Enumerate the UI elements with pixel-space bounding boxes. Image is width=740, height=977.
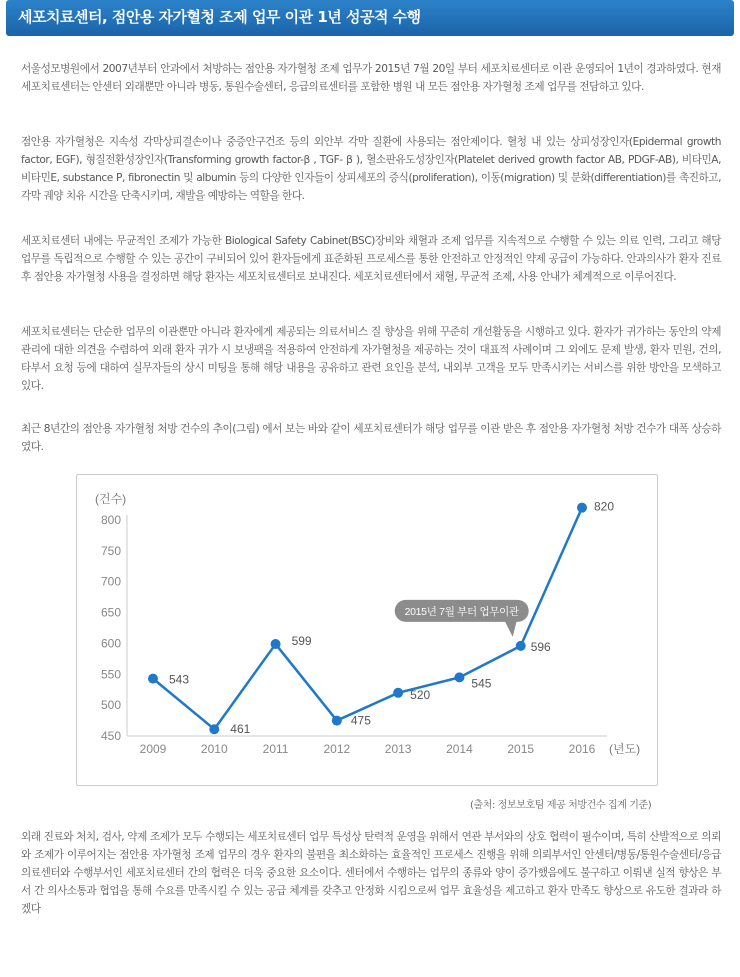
x-tick-label: 2015 <box>507 742 535 756</box>
x-axis-label: (년도) <box>609 742 641 756</box>
x-tick-label: 2011 <box>262 742 289 756</box>
y-tick-label: 550 <box>100 667 121 682</box>
data-point <box>577 503 587 513</box>
prescription-chart <box>76 474 658 786</box>
paragraph-serum-description: 점안용 자가혈청은 지속성 각막상피결손이나 중증안구건조 등의 외안부 각막 질환에 사용되는 점안제이다. 혈청 내 있는 상피성장인자(Epidermal growth factor, EGF), 형질전환성장인자(Transforming growth factor-β , TGF- β ), 혈소판유도성장인자(Platelet derived growth factor AB, PDGF-AB), 비타민A, 비타민E, substance P, fibronectin 및 albumin 등의 다양한 인자들이 상피세포의 증식(proliferation), 이동(migration) 및 분화(differentiation)를 촉진하고, 각막 궤양 치유 시간을 단축시키며, 재발을 예방하는 역할을 한다. <box>21 136 721 202</box>
x-tick-label: 2010 <box>200 742 228 756</box>
data-label: 475 <box>350 713 371 728</box>
paragraph-service-improvement: 세포치료센터는 단순한 업무의 이관뿐만 아니라 환자에게 제공되는 의료서비스 질 향상을 위해 꾸준히 개선활동을 시행하고 있다. 환자가 귀가하는 동안의 약제 관리에 대한 의견을 수렴하여 외래 환자 귀가 시 보냉팩을 적용하여 안전하게 자가혈청을 제공하는 것이 대표적 사례이며 그 외에도 문제 발생, 환자 민원, 건의, 타부서 요청 등에 대하여 실무자들의 상시 미팅을 통해 해당 내용을 공유하고 관련 요인을 분석, 내외부 고객을 모두 만족시키는 서비스를 위한 방안을 모색하고 있다. <box>21 326 721 392</box>
data-point <box>454 672 464 682</box>
x-tick-label: 2016 <box>568 742 596 756</box>
y-tick-label: 500 <box>100 698 121 713</box>
chart-source-note: (출처: 정보보호팀 제공 처방건수 집계 기준) <box>470 800 652 811</box>
data-label: 599 <box>291 634 312 649</box>
y-tick-label: 450 <box>100 729 121 743</box>
data-point <box>148 674 158 684</box>
y-tick-label: 750 <box>100 543 121 558</box>
annotation-pointer <box>505 621 517 637</box>
data-point <box>516 641 526 651</box>
page-title: 세포치료센터, 점안용 자가혈청 조제 업무 이관 1년 성공적 수행 <box>18 8 421 26</box>
data-point <box>209 724 219 734</box>
paragraph-center-facility: 세포치료센터 내에는 무균적인 조제가 가능한 Biological Safety Cabinet(BSC)장비와 채혈과 조제 업무를 지속적으로 수행할 수 있는 의료 인력, 그리고 해당 업무를 독립적으로 수행할 수 있는 공간이 구비되어 있어 환자들에게 표준화된 프로세스를 통한 안전하고 안정적인 약제 공급이 가능하다. 안과의사가 환자 진료 후 점안용 자가혈청 사용을 결정하면 해당 환자는 세포치료센터로 보내진다. 세포치료센터에서 채혈, 무균적 조제, 사용 안내가 체계적으로 이루어진다. <box>21 235 721 283</box>
data-point <box>393 688 403 698</box>
data-point <box>332 716 342 726</box>
line-chart <box>77 475 659 787</box>
data-label: 820 <box>594 499 615 514</box>
title-banner <box>6 0 734 36</box>
paragraph-conclusion: 외래 진료와 처치, 검사, 약제 조제가 모두 수행되는 세포치료센터 업무 특성상 탄력적 운영을 위해서 연관 부서와의 상호 협력이 필수이며, 특히 산발적으로 의뢰와 조제가 이루어지는 점안용 자가혈청 조제 업무의 경우 환자의 불편을 최소화하는 효율적인 프로세스 진행을 위해 의뢰부서인 안센터/병동/통원수술센터/응급의료센터와 수행부서인 세포치료센터 간의 협력은 더욱 중요한 요소이다. 센터에서 수행하는 업무의 종류와 양이 증가했음에도 불구하고 이뤄낸 실적 향상은 부서 간 의사소통과 협업을 통해 수요를 만족시킬 수 있는 공급 체계를 갖추고 안정화 시킴으로써 업무 효율성을 제고하고 환자 만족도 향상으로 유도한 결과라 하겠다 <box>21 831 721 915</box>
paragraph-trend-intro: 최근 8년간의 점안용 자가혈청 처방 건수의 추이(그림) 에서 보는 바와 같이 세포치료센터가 해당 업무를 이관 받은 후 점안용 자가혈청 처방 건수가 대폭 상승하였다. <box>21 423 721 453</box>
data-point <box>271 639 281 649</box>
y-tick-label: 700 <box>100 574 121 589</box>
paragraph-intro: 서울성모병원에서 2007년부터 안과에서 처방하는 점안용 자가혈청 조제 업무가 2015년 7월 20일 부터 세포치료센터로 이관 운영되어 1년이 경과하였다. 현재 세포치료센터는 안센터 외래뿐만 아니라 병동, 통원수술센터, 응급의료센터를 포함한 병원 내 모든 점안용 자가혈청 조제 업무를 전담하고 있다. <box>21 63 721 93</box>
x-tick-label: 2013 <box>384 742 412 756</box>
y-tick-label: 650 <box>100 605 121 620</box>
data-label: 596 <box>530 639 551 654</box>
x-tick-label: 2009 <box>139 742 167 756</box>
x-tick-label: 2012 <box>323 742 351 756</box>
data-label: 543 <box>169 672 190 687</box>
y-tick-label: 800 <box>100 513 121 527</box>
data-label: 461 <box>230 722 251 737</box>
annotation-text: 2015년 7월 부터 업무이관 <box>404 605 519 618</box>
data-label: 545 <box>471 676 492 691</box>
x-tick-label: 2014 <box>446 742 473 756</box>
y-tick-label: 600 <box>100 636 121 651</box>
data-label: 520 <box>410 687 431 702</box>
y-axis-label: (건수) <box>95 492 127 506</box>
